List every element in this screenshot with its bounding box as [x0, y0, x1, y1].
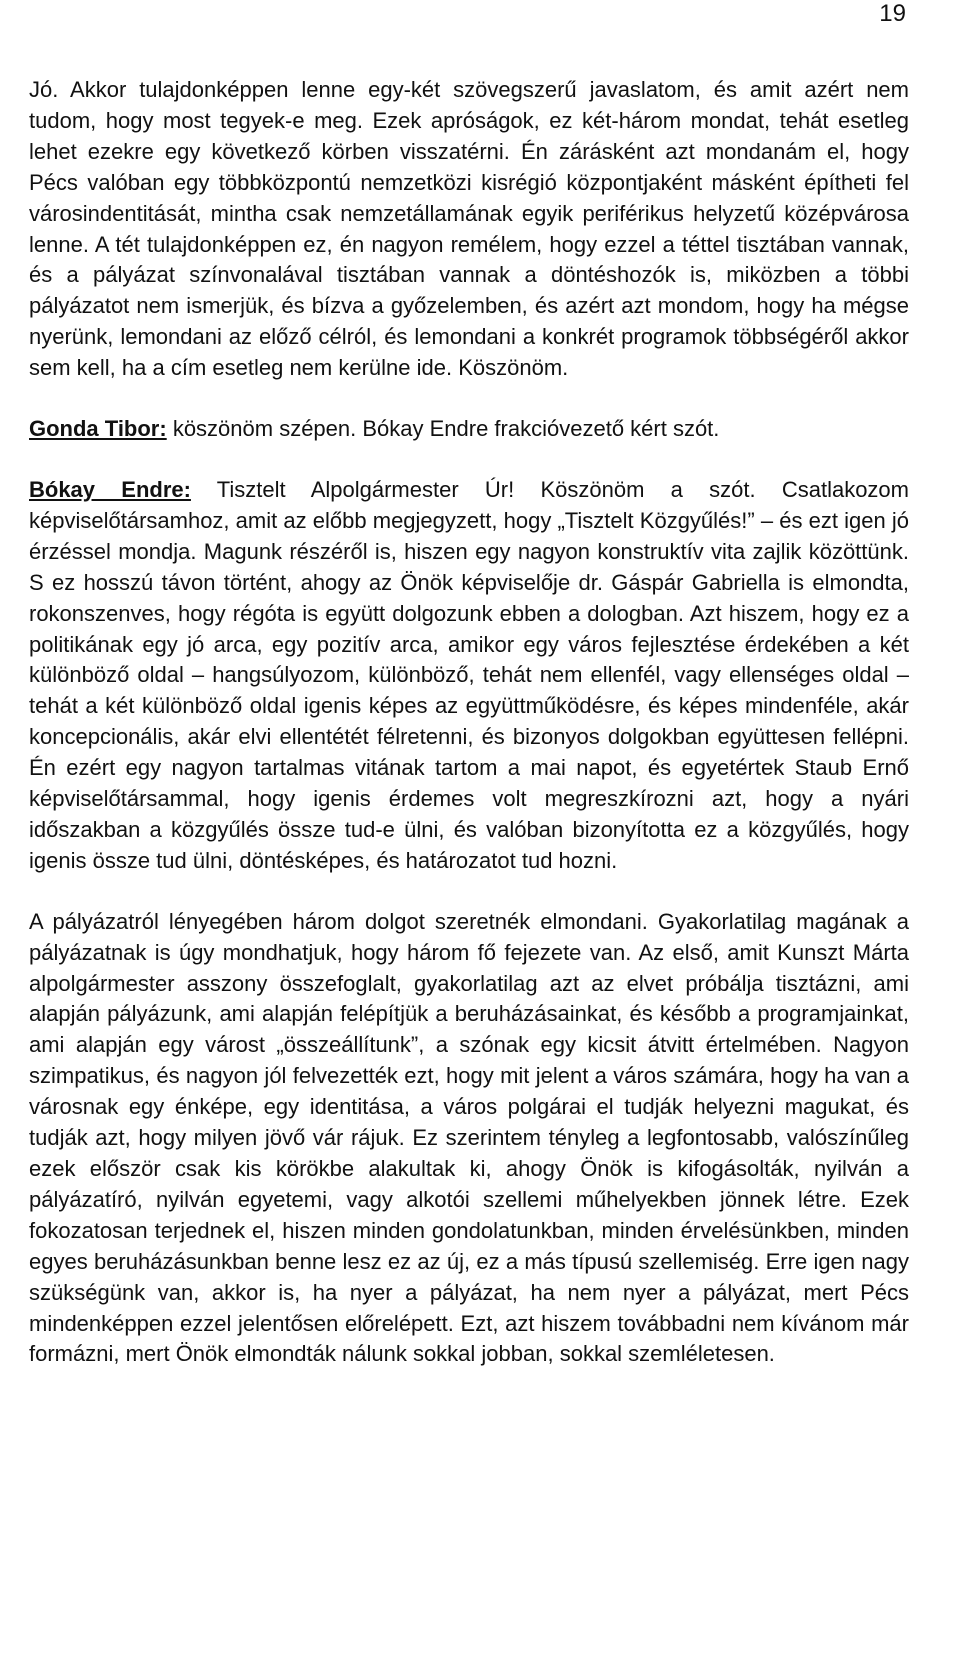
speaker-name: Gonda Tibor: [29, 416, 167, 442]
speaker-name: Bókay Endre: [29, 476, 191, 502]
paragraph-text: Tisztelt Alpolgármester Úr! Köszönöm a szót. Csatlakozom képviselőtársamhoz, amit az előbb megjegyzett, hogy „Tisztelt Közgyűlés!” – és ezt igen jó érzéssel mondja. Magunk részéről is, hiszen egy nagyon konstruktív vita zajlik közöttünk. S ez hosszú távon történt, ahogy az Önök képviselője dr. Gáspár Gabriella is elmondta, rokonszenves, hogy régóta is együtt dolgozunk ebben a dologban. Azt hiszem, hogy ez a politikának egy jó arca, egy pozitív arca, amikor egy város fejlesztése érdekében a két különböző oldal – hangsúlyozom, különböző, tehát nem ellenfél, vagy ellenséges oldal – tehát a két különböző oldal igenis képes az együttműködésre, és képes mindenféle, akár koncepcionális, akár elvi ellentétét félretenni, és bizonyos dolgokban együttesen fellépni. Én ezért egy nagyon tartalmas vitának tartom a mai napot, és egyetértek Staub Ernő képviselőtársammal, hogy igenis érdemes volt megreszkírozni azt, hogy a nyári időszakban a közgyűlés össze tud-e ülni, és valóban bizonyította ez a közgyűlés, hogy igenis össze tud ülni, döntésképes, és határozatot tud hozni. [29, 476, 909, 873]
paragraph-text: A pályázatról lényegében három dolgot szeretnék elmondani. Gyakorlatilag magának a pályázatnak is úgy mondhatjuk, hogy három fő fejezete van. Az első, amit Kunszt Márta alpolgármester asszony összefoglalt, gyakorlatilag azt az elvet próbálja tisztázni, ami alapján pályázunk, ami alapján felépítjük a beruházásainkat, és később a programjainkat, ami alapján egy várost „összeállítunk”, a szónak egy kicsit átvitt értelmében. Nagyon szimpatikus, és nagyon jól felvezették ezt, hogy mit jelent a város számára, hogy ha van a városnak egy énképe, egy identitása, a város polgárai el tudják helyezni magukat, és tudják azt, hogy milyen jövő vár rájuk. Ez szerintem tényleg a legfontosabb, valószínűleg ezek először csak kis körökbe alakultak ki, ahogy Önök is kifogásolták, nyilván a pályázatíró, nyilván egyetemi, vagy alkotói szellemi műhelyekben jönnek létre. Ezek fokozatosan terjednek el, hiszen minden gondolatunkban, minden érvelésünkben, minden egyes beruházásunkban benne lesz ez az új, ez a más típusú szellemiség. Erre igen nagy szükségünk van, akkor is, ha nyer a pályázat, ha nem nyer a pályázat, mert Pécs mindenképpen ezzel jelentősen előrelépett. Ezt, azt hiszem továbbadni nem kívánom már formázni, mert Önök elmondták nálunk sokkal jobban, sokkal szemléletesen. [29, 908, 909, 1367]
document-body [29, 75, 909, 1370]
page-number: 19 [879, 0, 906, 27]
paragraph-text: Jó. Akkor tulajdonképpen lenne egy-két szövegszerű javaslatom, és amit azért nem tudom, hogy most tegyek-e meg. Ezek apróságok, ez két-három mondat, tehát esetleg lehet ezekre egy következő körben visszatérni. Én zárásként azt mondanám el, hogy Pécs valóban egy többközpontú nemzetközi kisrégió központjaként másként építheti fel városindentitását, mintha csak nemzetállamának egyik periférikus helyzetű középvárosa lenne. A tét tulajdonképpen ez, én nagyon remélem, hogy ezzel a téttel tisztában vannak, és a pályázat színvonalával tisztában vannak a döntéshozók is, miközben a többi pályázatot nem ismerjük, és bízva a győzelemben, és azért azt mondom, hogy ha mégse nyerünk, lemondani az előző célról, és lemondani a konkrét programok többségéről akkor sem kell, ha a cím esetleg nem kerülne ide. Köszönöm. [29, 77, 909, 381]
paragraph-proposal-summary [29, 907, 909, 1371]
paragraph-intro-remarks [29, 75, 909, 384]
paragraph-gonda-tibor [29, 414, 909, 445]
paragraph-bokay-endre [29, 475, 909, 877]
paragraph-text: köszönöm szépen. Bókay Endre frakcióvezető kért szót. [166, 416, 720, 442]
